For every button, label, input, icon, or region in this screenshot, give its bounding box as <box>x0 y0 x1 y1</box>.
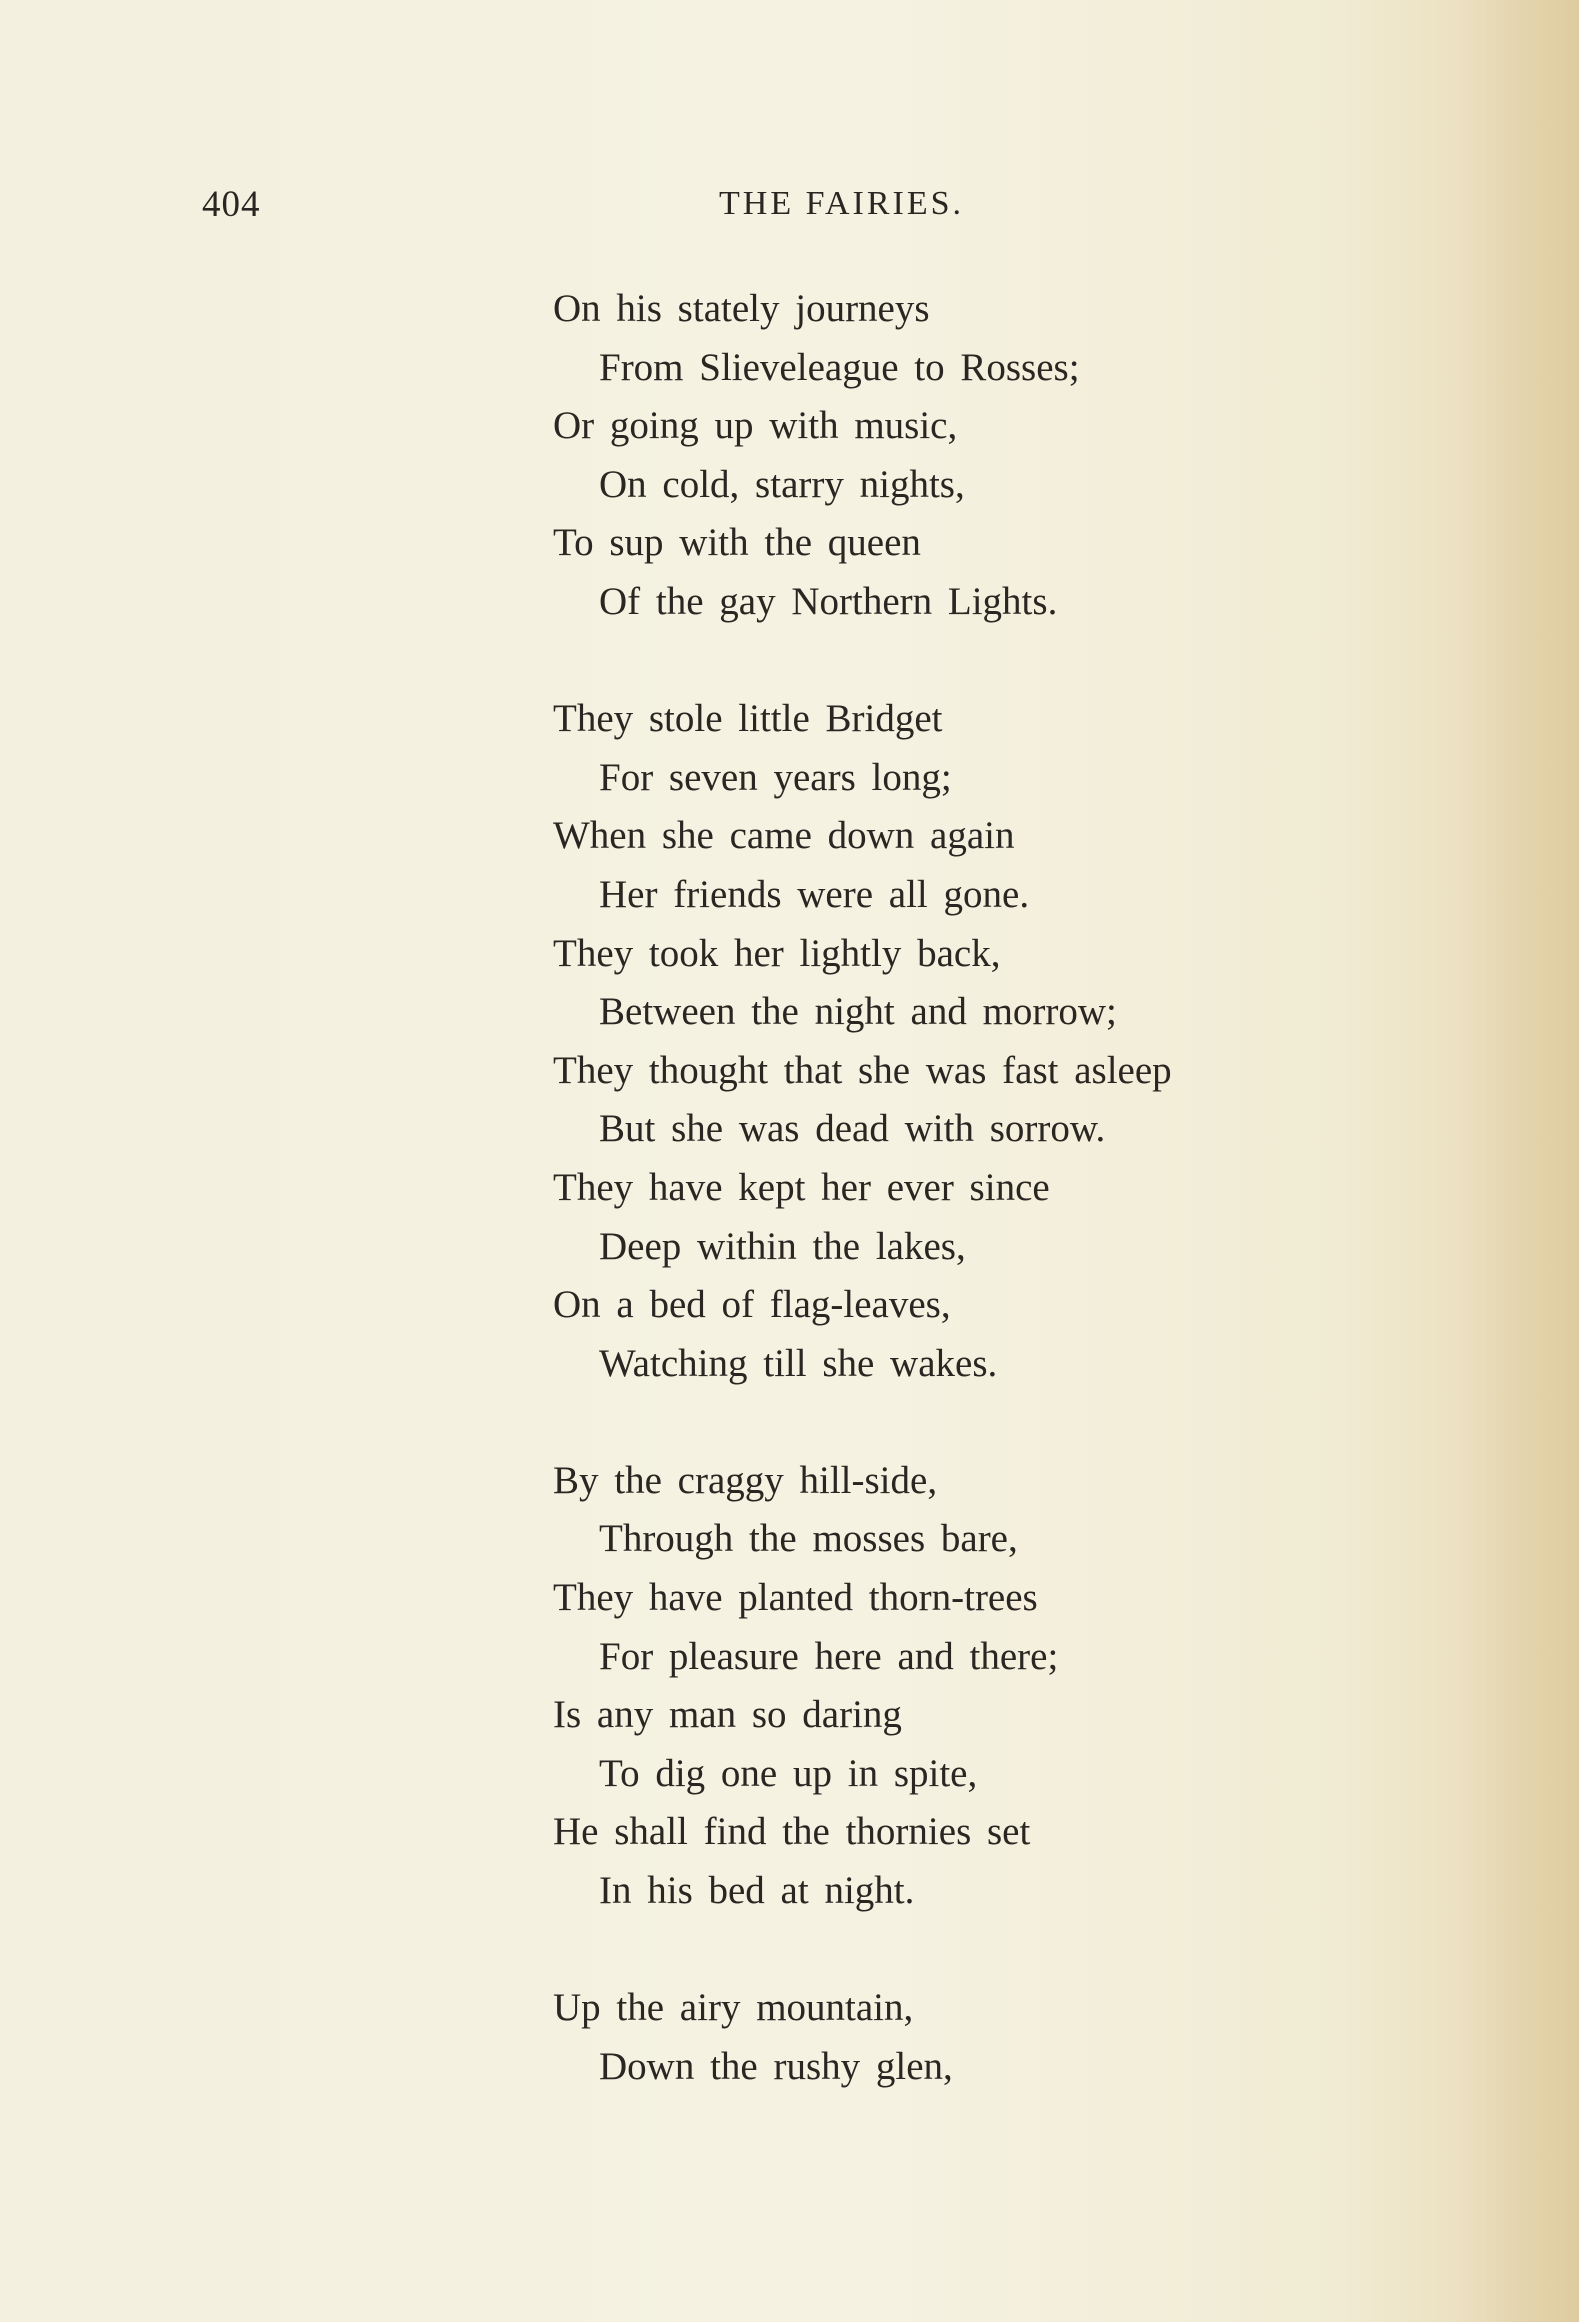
poem-line: Is any man so daring <box>553 1693 902 1737</box>
page-number: 404 <box>202 184 261 225</box>
poem-line: Her friends were all gone. <box>599 872 1030 916</box>
poem-line: They have kept her ever since <box>553 1165 1050 1209</box>
poem-line: But she was dead with sorrow. <box>599 1107 1106 1151</box>
poem-line: Of the gay Northern Lights. <box>599 579 1058 623</box>
poem-line: On a bed of flag-leaves, <box>553 1283 951 1327</box>
poem-line: From Slieveleague to Rosses; <box>599 345 1080 389</box>
poem-line: Deep within the lakes, <box>599 1224 966 1268</box>
stanza-1 <box>553 280 1353 632</box>
stanza-2 <box>553 690 1353 1393</box>
poem-line: Or going up with music, <box>553 404 958 448</box>
poem-line: For pleasure here and there; <box>599 1634 1059 1678</box>
poem-line: To dig one up in spite, <box>599 1751 978 1795</box>
stanza-3 <box>553 1452 1353 1921</box>
poem-line: To sup with the queen <box>553 521 921 565</box>
page-edge-shadow <box>1459 0 1579 2322</box>
poem-line: On his stately journeys <box>553 287 930 330</box>
stanza-4 <box>553 1979 1353 2096</box>
running-title: THE FAIRIES. <box>719 185 965 222</box>
poem <box>553 280 1353 2155</box>
poem-line: In his bed at night. <box>599 1869 915 1913</box>
poem-line: Between the night and morrow; <box>599 990 1117 1034</box>
poem-line: He shall find the thornies set <box>553 1810 1031 1854</box>
poem-line: On cold, starry nights, <box>599 462 965 506</box>
poem-line: Watching till she wakes. <box>599 1341 998 1385</box>
poem-line: They thought that she was fast asleep <box>553 1048 1172 1092</box>
poem-line: Through the mosses bare, <box>599 1517 1018 1561</box>
poem-line: When she came down again <box>553 814 1015 858</box>
poem-line: By the craggy hill-side, <box>553 1458 938 1502</box>
poem-line: For seven years long; <box>599 755 952 799</box>
poem-line: Up the airy mountain, <box>553 1986 914 2030</box>
poem-line: They have planted thorn-trees <box>553 1576 1038 1620</box>
poem-line: They stole little Bridget <box>553 697 943 741</box>
poem-line: They took her lightly back, <box>553 931 1001 975</box>
poem-line: Down the rushy glen, <box>599 2044 953 2088</box>
